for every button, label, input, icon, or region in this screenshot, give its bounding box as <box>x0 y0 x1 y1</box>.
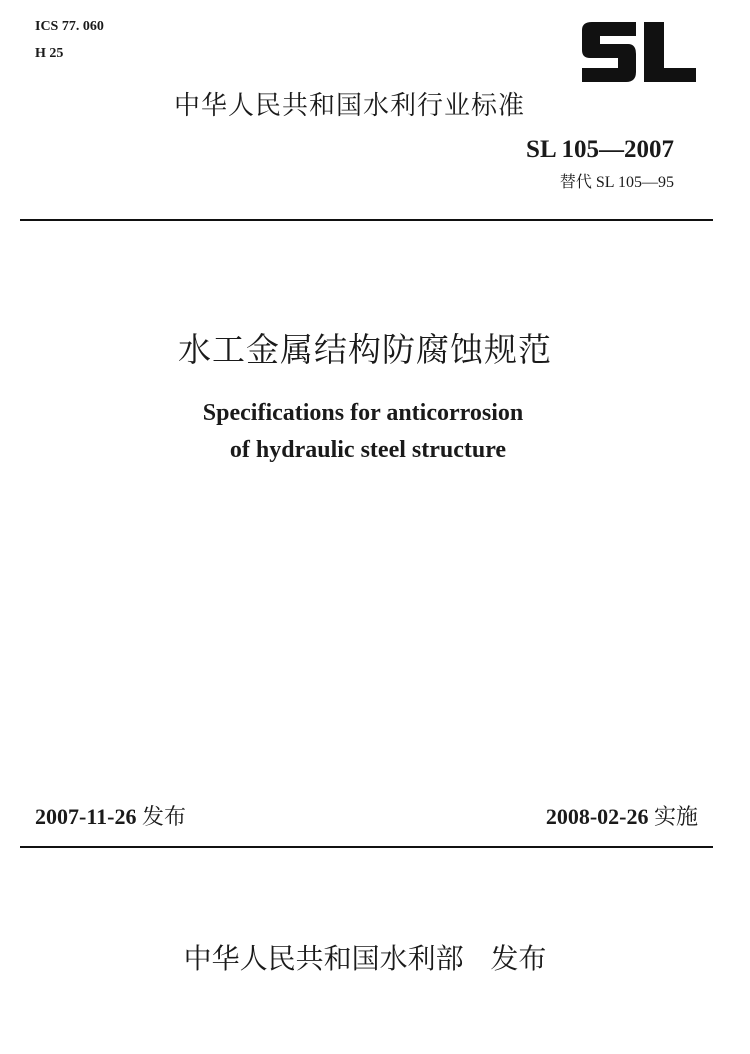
implementation-date-block <box>546 801 698 834</box>
replaces-standard: 替代 SL 105—95 <box>559 174 674 191</box>
implementation-date: 2008-02-26 <box>545 804 649 829</box>
title-english-line2: of hydraulic steel structure <box>229 437 507 463</box>
standard-number: SL 105—2007 <box>526 136 674 163</box>
sl-logo <box>578 20 698 84</box>
title-chinese: 水工金属结构防腐蚀规范 <box>178 330 552 369</box>
industry-standard-label: 中华人民共和国水利行业标准 <box>174 91 526 121</box>
ics-code: ICS 77. 060 <box>35 19 104 34</box>
top-divider <box>20 219 713 221</box>
issue-label: 发布 <box>141 805 186 830</box>
classification-code: H 25 <box>35 46 64 61</box>
implementation-label: 实施 <box>653 805 698 830</box>
issue-date-block <box>35 801 186 834</box>
title-english-line1: Specifications for anticorrosion <box>202 400 524 426</box>
publisher: 中华人民共和国水利部 发布 <box>183 942 547 975</box>
issue-date: 2007-11-26 <box>35 804 137 829</box>
bottom-divider <box>20 846 713 848</box>
